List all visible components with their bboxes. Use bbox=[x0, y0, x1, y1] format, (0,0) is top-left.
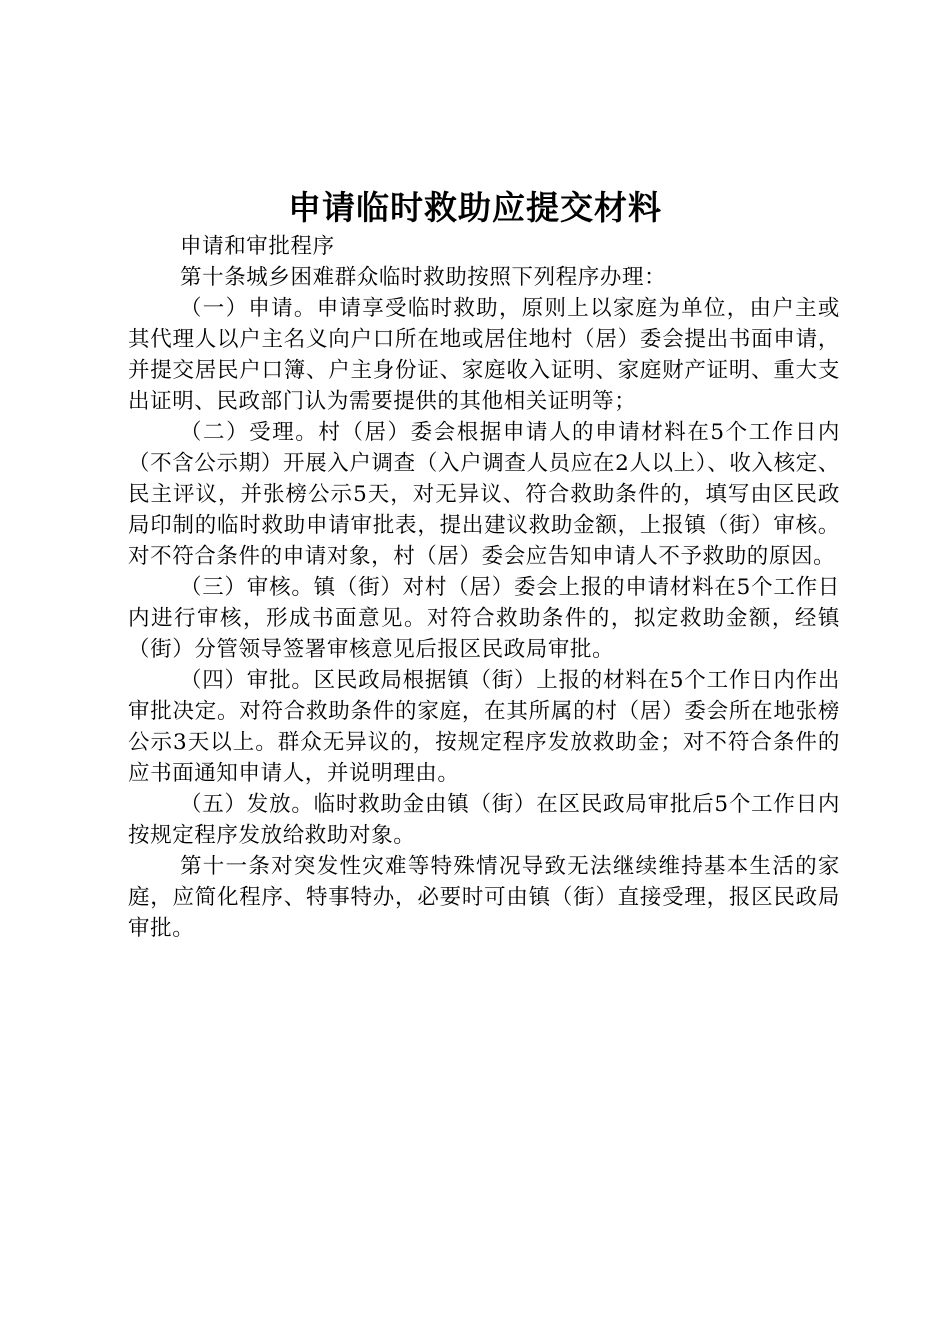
section-heading: 申请和审批程序 bbox=[180, 234, 335, 259]
step-distribution: （五）发放。临时救助金由镇（街）在区民政局审批后5个工作日内按规定程序发放给救助对象。 bbox=[128, 792, 840, 848]
step-acceptance: （二）受理。村（居）委会根据申请人的申请材料在5个工作日内（不含公示期）开展入户调查（入户调查人员应在2人以上）、收入核定、民主评议，并张榜公示5天，对无异议、符合救助条件的，填写由区民政局印制的临时救助申请审批表，提出建议救助金额，上报镇（街）审核。对不符合条件的申请对象，村（居）委会应告知申请人不予救助的原因。 bbox=[128, 420, 840, 569]
document-title: 申请临时救助应提交材料 bbox=[288, 188, 662, 227]
document-body bbox=[128, 231, 840, 944]
article-10-intro: 第十条城乡困难群众临时救助按照下列程序办理： bbox=[180, 265, 667, 290]
step-application: （一）申请。申请享受临时救助，原则上以家庭为单位，由户主或其代理人以户主名义向户口所在地或居住地村（居）委会提出书面申请，并提交居民户口簿、户主身份证、家庭收入证明、家庭财产证明、重大支出证明、民政部门认为需要提供的其他相关证明等； bbox=[128, 296, 840, 414]
article-11: 第十一条对突发性灾难等特殊情况导致无法继续维持基本生活的家庭，应简化程序、特事特办，必要时可由镇（街）直接受理，报区民政局审批。 bbox=[128, 854, 840, 941]
step-approval: （四）审批。区民政局根据镇（街）上报的材料在5个工作日内作出审批决定。对符合救助条件的家庭，在其所属的村（居）委会所在地张榜公示3天以上。群众无异议的，按规定程序发放救助金；对不符合条件的应书面通知申请人，并说明理由。 bbox=[128, 668, 840, 786]
step-review: （三）审核。镇（街）对村（居）委会上报的申请材料在5个工作日内进行审核，形成书面意见。对符合救助条件的，拟定救助金额，经镇（街）分管领导签署审核意见后报区民政局审批。 bbox=[128, 575, 840, 662]
